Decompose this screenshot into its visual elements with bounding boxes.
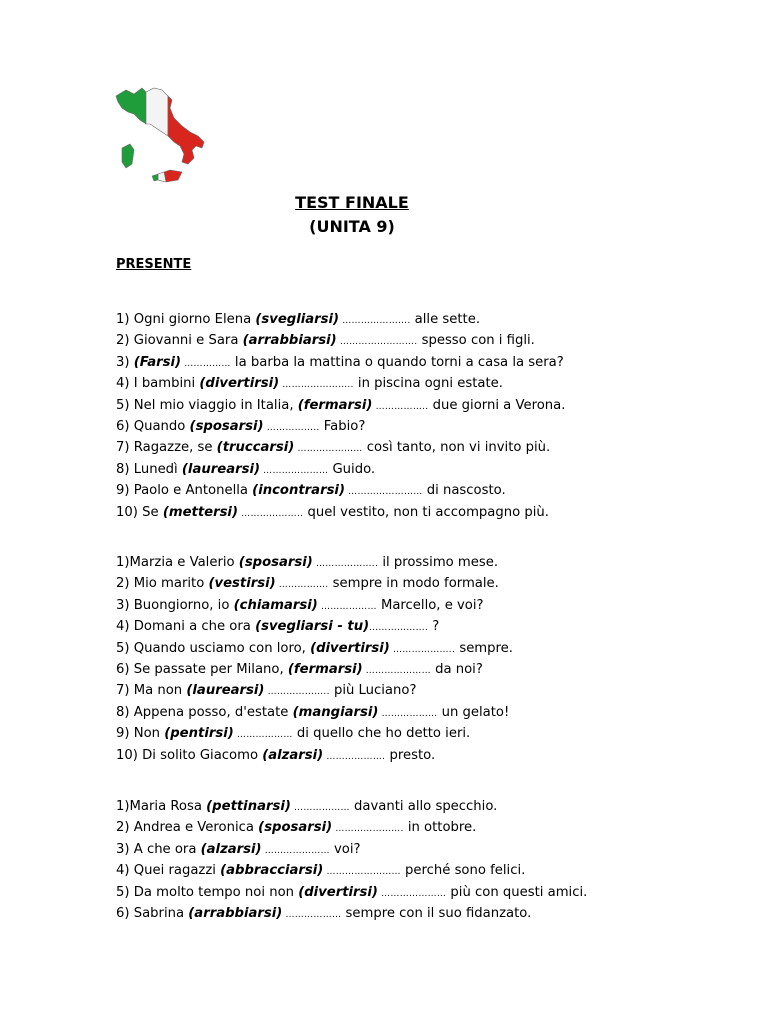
item-number: 2) xyxy=(116,576,134,592)
item-verb: (sposarsi) xyxy=(238,555,313,570)
item-verb: (pettinarsi) xyxy=(206,799,291,814)
item-blank: ……………….. xyxy=(312,559,379,569)
item-text-end: voi? xyxy=(329,841,361,857)
item-verb: (mangiarsi) xyxy=(292,704,379,720)
item-blank: ……………… xyxy=(233,730,293,741)
exercise-item xyxy=(116,746,513,767)
item-blank: ……………. xyxy=(275,580,329,591)
item-verb: (divertirsi) xyxy=(310,640,390,656)
item-number: 5) xyxy=(116,884,134,900)
exercise-item xyxy=(116,681,513,702)
section-heading: PRESENTE xyxy=(116,257,192,272)
item-text-end: alle sette. xyxy=(410,312,481,327)
exercise-item xyxy=(116,617,513,638)
item-text-end: la barba la mattina o quando torni a casa la sera? xyxy=(230,354,564,370)
item-number: 1) xyxy=(116,312,134,327)
item-verb: (pentirsi) xyxy=(164,726,234,742)
item-text: Giovanni e Sara xyxy=(133,333,243,349)
item-verb: (sposarsi) xyxy=(258,820,333,836)
item-text: Se passate per Milano, xyxy=(133,662,288,678)
item-verb: (fermarsi) xyxy=(287,662,363,678)
item-text: Ragazze, se xyxy=(133,440,217,456)
item-blank: ………………… xyxy=(377,888,447,899)
item-blank: ………………… xyxy=(294,444,363,455)
item-blank: …………… xyxy=(181,358,231,369)
item-number: 9) xyxy=(116,726,134,742)
item-text-end: in ottobre. xyxy=(403,820,477,836)
item-text-end: più con questi amici. xyxy=(446,884,588,900)
exercise-item xyxy=(116,660,513,681)
item-text-end: ? xyxy=(428,619,440,635)
item-blank: ……………… xyxy=(378,708,438,719)
item-number: 1) xyxy=(116,555,130,570)
item-verb: (laurearsi) xyxy=(181,461,260,477)
item-blank: ………………. xyxy=(323,751,386,762)
item-text-end: sempre. xyxy=(455,640,513,656)
item-verb: (alzarsi) xyxy=(200,841,262,857)
item-text: Marzia e Valerio xyxy=(129,555,239,570)
exercise-item xyxy=(116,481,565,502)
item-text-end: da noi? xyxy=(430,662,483,678)
item-number: 6) xyxy=(116,906,134,922)
item-text-end: perché sono felici. xyxy=(400,863,526,879)
exercise-item xyxy=(116,818,587,839)
item-text: Di solito Giacomo xyxy=(142,747,263,763)
item-number: 9) xyxy=(116,483,134,499)
item-blank: ……………….. xyxy=(237,508,304,519)
test-title: TEST FINALE xyxy=(295,193,409,212)
exercise-item xyxy=(116,503,565,524)
item-verb: (arrabbiarsi) xyxy=(242,333,337,349)
item-text-end: due giorni a Verona. xyxy=(428,397,566,413)
item-number: 5) xyxy=(116,397,134,413)
exercise-item xyxy=(116,417,565,438)
item-verb: (abbracciarsi) xyxy=(220,863,324,879)
item-text-end: il prossimo mese. xyxy=(378,555,499,570)
item-number: 2) xyxy=(116,820,134,836)
item-verb: (Farsi) xyxy=(133,354,182,370)
italy-flag-map-icon xyxy=(112,84,212,194)
exercise-item xyxy=(116,396,565,417)
exercise-item xyxy=(116,724,513,745)
item-text: Appena posso, d'estate xyxy=(133,704,293,720)
item-number: 7) xyxy=(116,440,134,456)
item-text: Se xyxy=(142,504,163,520)
item-blank: …………………. xyxy=(332,824,404,835)
exercise-item xyxy=(116,703,513,724)
exercise-item xyxy=(116,840,587,861)
item-text: A che ora xyxy=(133,841,201,857)
item-text: Lunedì xyxy=(133,461,182,477)
item-verb: (truccarsi) xyxy=(216,440,295,456)
exercise-list-3 xyxy=(116,797,587,925)
item-text-end: sempre con il suo fidanzato. xyxy=(341,906,532,922)
exercise-item xyxy=(116,574,513,595)
exercise-item xyxy=(116,553,513,574)
exercise-item xyxy=(116,353,565,374)
item-text: Nel mio viaggio in Italia, xyxy=(133,397,298,413)
item-text: Sabrina xyxy=(133,906,189,922)
item-verb: (alzarsi) xyxy=(262,747,324,763)
exercise-item xyxy=(116,861,587,882)
exercise-item xyxy=(116,904,587,925)
item-text: I bambini xyxy=(133,376,200,392)
item-number: 8) xyxy=(116,704,134,720)
item-number: 10) xyxy=(116,504,143,520)
exercise-item xyxy=(116,374,565,395)
item-verb: (sposarsi) xyxy=(189,419,264,435)
item-blank: ……………….. xyxy=(264,687,330,698)
item-text-end: presto. xyxy=(385,747,436,763)
item-blank: ……………… xyxy=(290,803,350,813)
exercise-item xyxy=(116,310,565,331)
exercise-item xyxy=(116,639,513,660)
exercise-list-2 xyxy=(116,553,513,767)
item-text: Ogni giorno Elena xyxy=(133,312,256,327)
item-text-end: davanti allo specchio. xyxy=(349,799,498,814)
item-text-end: Guido. xyxy=(328,461,376,477)
item-text: Quando usciamo con loro, xyxy=(133,640,311,656)
item-number: 3) xyxy=(116,354,134,370)
exercise-item xyxy=(116,460,565,481)
item-text: Quei ragazzi xyxy=(133,863,221,879)
item-verb: (fermarsi) xyxy=(297,397,373,413)
item-text-end: di nascosto. xyxy=(422,483,506,499)
item-number: 1) xyxy=(116,799,130,814)
item-text: Quando xyxy=(133,419,190,435)
exercise-item xyxy=(116,797,587,818)
item-text-end: Marcello, e voi? xyxy=(376,597,484,613)
item-number: 4) xyxy=(116,376,134,392)
item-text-end: più Luciano? xyxy=(329,683,417,699)
exercise-item xyxy=(116,331,565,352)
item-text-end: quel vestito, non ti accompagno più. xyxy=(303,504,549,520)
item-number: 3) xyxy=(116,597,134,613)
item-verb: (svegliarsi) xyxy=(255,312,340,327)
item-blank: …………………… xyxy=(344,487,423,498)
item-blank: …………………. xyxy=(339,316,411,326)
item-blank: ………………… xyxy=(261,845,330,856)
exercise-item xyxy=(116,596,513,617)
item-text-end: spesso con i figli. xyxy=(417,333,535,349)
item-blank: …………….. xyxy=(263,423,320,434)
item-text-end: così tanto, non vi invito più. xyxy=(362,440,551,456)
item-text: Ma non xyxy=(133,683,187,699)
item-verb: (chiamarsi) xyxy=(233,597,318,613)
item-blank: ………………….. xyxy=(279,380,354,391)
item-verb: (svegliarsi - tu) xyxy=(255,619,370,635)
item-blank: ……………… xyxy=(317,601,377,612)
item-number: 4) xyxy=(116,619,134,635)
item-text: Paolo e Antonella xyxy=(133,483,253,499)
item-number: 2) xyxy=(116,333,134,349)
item-verb: (divertirsi) xyxy=(199,376,280,392)
item-text-end: in piscina ogni estate. xyxy=(353,376,503,392)
item-text-end: un gelato! xyxy=(437,704,510,720)
item-text: Maria Rosa xyxy=(129,799,207,814)
item-blank: …………….. xyxy=(372,401,429,412)
item-text-end: di quello che ho detto ieri. xyxy=(292,726,471,742)
item-text-end: Fabio? xyxy=(319,419,366,435)
item-verb: (arrabbiarsi) xyxy=(188,906,283,922)
item-number: 6) xyxy=(116,662,134,678)
item-text: Buongiorno, io xyxy=(133,597,234,613)
item-number: 6) xyxy=(116,419,134,435)
item-verb: (divertirsi) xyxy=(298,884,378,900)
exercise-item xyxy=(116,438,565,459)
item-number: 4) xyxy=(116,863,134,879)
exercise-list-1 xyxy=(116,310,565,524)
item-text: Andrea e Veronica xyxy=(133,820,259,836)
item-blank: ………………… xyxy=(362,666,431,677)
item-blank: ……………….. xyxy=(389,644,456,655)
item-blank: ………………… xyxy=(260,465,329,476)
item-verb: (incontrarsi) xyxy=(252,483,345,499)
item-number: 10) xyxy=(116,747,143,763)
item-text-end: sempre in modo formale. xyxy=(328,576,499,592)
item-number: 7) xyxy=(116,683,134,699)
item-text: Domani a che ora xyxy=(133,619,256,635)
item-verb: (laurearsi) xyxy=(186,683,265,699)
exercise-item xyxy=(116,883,587,904)
item-number: 8) xyxy=(116,461,134,477)
item-number: 5) xyxy=(116,640,134,656)
item-verb: (mettersi) xyxy=(162,504,238,520)
unit-subtitle: (UNITA 9) xyxy=(309,217,395,236)
item-blank: ……………… xyxy=(282,910,342,921)
item-blank: ……………………. xyxy=(336,337,418,348)
item-blank: …………………… xyxy=(323,867,401,878)
item-text: Da molto tempo noi non xyxy=(133,884,299,900)
item-text: Mio marito xyxy=(133,576,209,592)
item-text: Non xyxy=(133,726,165,742)
item-number: 3) xyxy=(116,841,134,857)
item-blank: ………………. xyxy=(369,623,429,634)
item-verb: (vestirsi) xyxy=(208,576,276,592)
